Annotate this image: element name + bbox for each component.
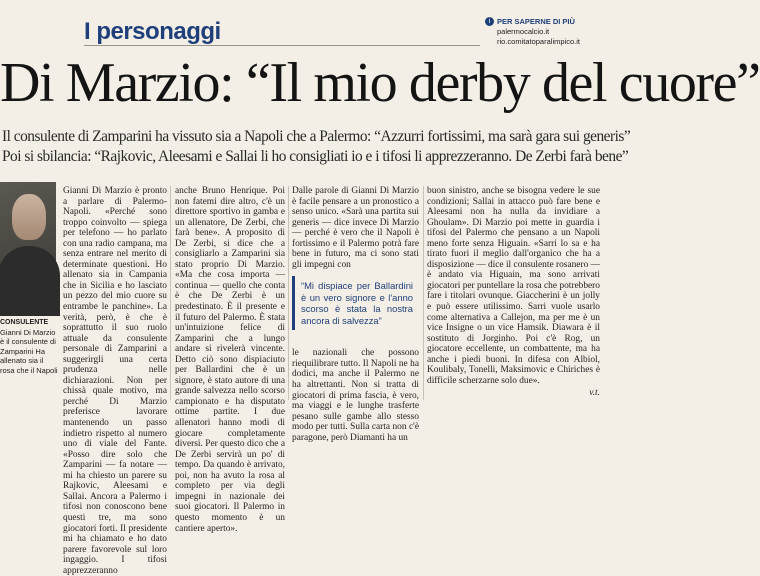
column-divider [423, 186, 424, 400]
photo-caption [0, 318, 58, 375]
author-signature: v.t. [589, 388, 600, 399]
section-header [84, 19, 480, 46]
info-box-title: PER SAPERNE DI PIÙ [497, 17, 575, 26]
article-column-1 [63, 186, 167, 576]
article-subhead-line2: Poi si sbilancia: “Rajkovic, Aleesami e Sallai li ho consigliati io e i tifosi li apprezzeranno. De Zerbi farà bene” [2, 148, 629, 165]
article-headline: Di Marzio: “Il mio derby del cuore” [0, 52, 760, 114]
column-3-text-bottom: le nazionali che possono riequilibrare tutto. Il Napoli ne ha dodici, ma anche il Palermo ne ha altrettanti. Non si tratta di giocatori di prima fascia, è vero, ma viaggi e le lunghe trasferte pesano sulle gambe allo stesso modo per tutti. Sulla carta non c'è paragone, però Diamanti ha un [292, 348, 419, 443]
article-column-4 [427, 186, 600, 400]
column-1-text: Gianni Di Marzio è pronto a parlare di Palermo-Napoli. «Perché sono troppo coinvolto — spiega per telefono — ho parlato con una radio campana, ma senza entrare nel merito di determinate questioni. Ho allenato sia in Campania che in Sicilia e ho lasciato un pezzo del mio cuore su entrambe le panchine». La verità, però, è che è soprattutto il suo ruolo attuale da consulente personale di Zamparini a suggerirgli una certa prudenza nelle dichiarazioni. Non per chissà quale motivo, ma perché Di Marzio preferisce lavorare mantenendo un passo indietro rispetto al numero uno di viale del Fante. «Posso dire solo che Zamparini — fa notare — mi ha chiesto un parere su Rajkovic, Aleesami e Sallai. Ancora a Palermo i tifosi non conoscono bene questi tre, ma sono giocatori forti. Il presidente mi ha chiamato e ho dato parere favorevole sul loro ingaggio. I tifosi apprezzeranno [63, 186, 167, 576]
info-box [485, 15, 600, 49]
section-label: I personaggi [84, 18, 221, 45]
article-column-2 [175, 186, 285, 534]
caption-text: Gianni Di Marzio è il consulente di Zamparini Ha allenato sia il rosa che il Napoli [0, 327, 58, 375]
portrait-face [12, 194, 46, 240]
info-icon: i [485, 17, 494, 26]
article-subhead-line1: Il consulente di Zamparini ha vissuto sia a Napoli che a Palermo: “Azzurri fortissimi, ma sarà gara sui generis” [2, 128, 631, 145]
column-divider [288, 186, 289, 400]
info-box-link-palermo[interactable]: palermocalcio.it [497, 27, 550, 36]
portrait-body [0, 246, 60, 316]
article-column-3 [292, 186, 419, 443]
column-2-text: anche Bruno Henrique. Poi non fatemi dire altro, c'è un direttore sportivo in gamba e un allenatore, De Zerbi, che farà bene». A proposito di De Zerbi, si dice che a consigliarlo a Zamparini sia stato proprio Di Marzio. «Ma che cosa importa — continua — quello che conta è che De Zerbi è un predestinato. È il presente e il futuro del Palermo. È stata un'intuizione felice di Zamparini che a lungo andare si rivelerà vincente. Detto ciò sono dispiaciuto per Ballardini che è un signore, è stato autore di una grande salvezza nello scorso campionato e ha disputato ottime partite. I due allenatori hanno modi di giocare completamente diversi. Per questo dico che a De Zerbi servirà un po' di tempo. Da quando è arrivato, poi, non ha avuto la rosa al completo per via degli impegni in nazionale dei suoi giocatori. Il Palermo in questo momento è un cantiere aperto». [175, 186, 285, 534]
caption-title: CONSULENTE [0, 319, 49, 326]
info-box-link-comitato[interactable]: rio.comitatoparalimpico.it [497, 37, 580, 46]
column-3-text-top: Dalle parole di Gianni Di Marzio è facile pensare a un pronostico a senso unico. «Sarà una partita sui generis — dice invece Di Marzio — perché è vero che il Napoli è fortissimo e il Palermo potrà fare bene in futuro, ma ci sono stati gli impegni con [292, 186, 419, 270]
column-4-text: buon sinistro, anche se bisogna vedere le sue condizioni; Sallai in attacco può fare bene e Aleesami non ha nulla da invidiare a Ghoulam». Di Marzio poi mette in guardia i tifosi del Palermo che pensano a un Napoli meno forte senza Higuain. «Sarri lo sa e ha tirato fuori il meglio dall'organico che ha a disposizione — dice il consulente rosanero — è andato via Higuain, ma sono arrivati giocatori per puntellare la rosa che potrebbero fare i titolari ovunque. Giaccherini è un jolly e può essere utilissimo. Sarri vuole usarlo come alternativa a Callejon, ma per me è un vice Insigne o un vice Hamsik. Diawara è il sostituto di Jorginho. Poi c'è Rog, un giocatore eccellente, un combattente, ma ha anche i piedi buoni. In difesa con Albiol, Koulibaly, Tonelli, Maksimovic e Chiriches è difficile scherzarne solo due». [427, 186, 600, 386]
pull-quote: “Mi dispiace per Ballardini è un vero signore e l'anno scorso è stata la nostra ancora di salvezza” [292, 276, 419, 330]
column-divider [170, 186, 171, 400]
portrait-photo [0, 182, 56, 312]
